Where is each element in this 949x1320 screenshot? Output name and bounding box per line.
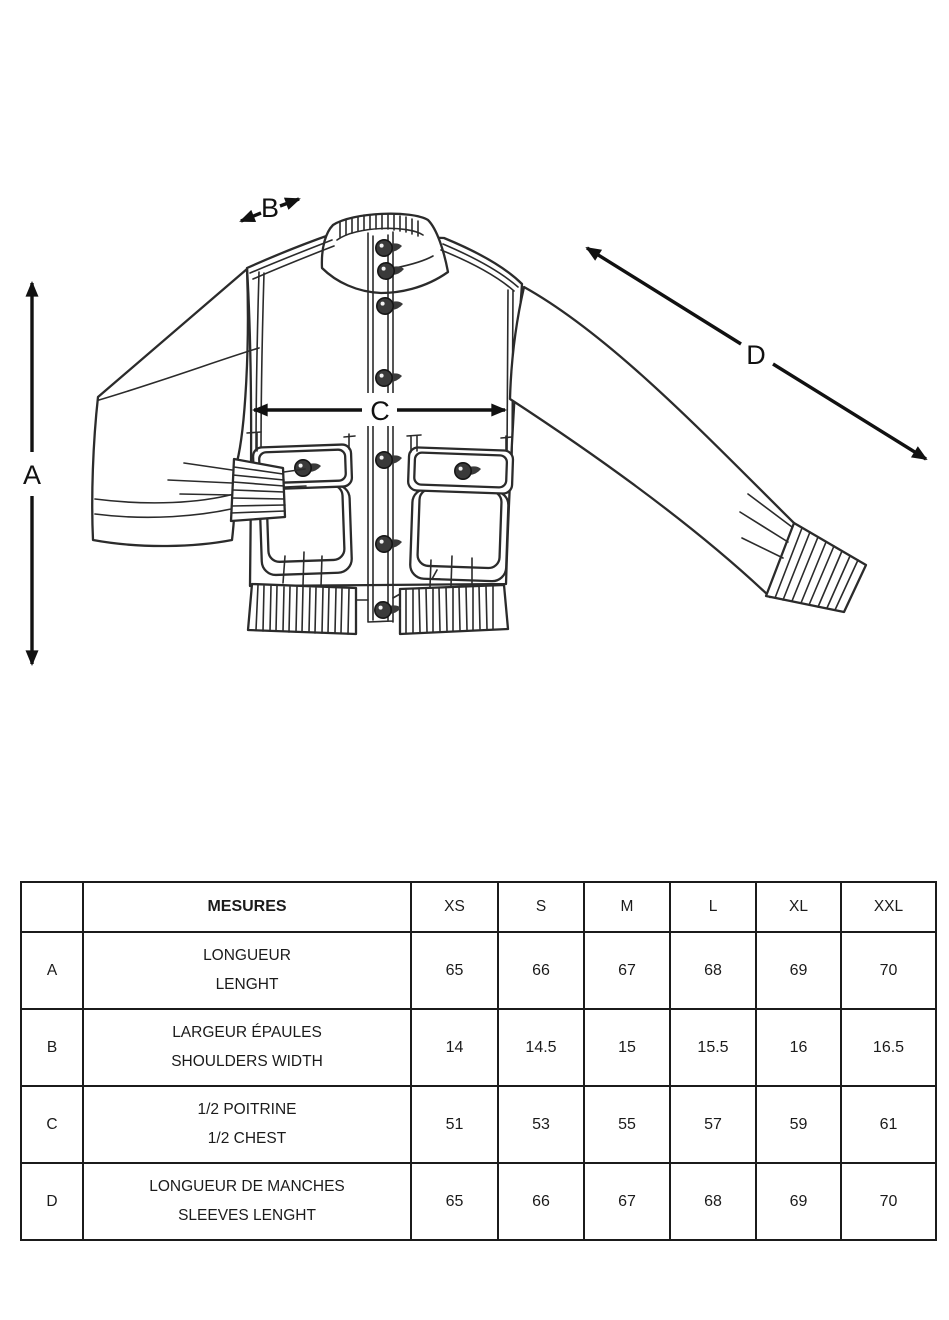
measure-label-c: C [370, 396, 390, 426]
measure-label-fr: LONGUEUR DE MANCHES [149, 1177, 345, 1195]
measure-label-a: A [22, 460, 42, 490]
size-value: 14.5 [498, 1009, 584, 1086]
size-value: 65 [411, 1163, 498, 1240]
measure-label-d: D [746, 340, 766, 370]
measure-label [83, 1086, 411, 1163]
row-letter: C [21, 1086, 83, 1163]
measure-label-en: 1/2 CHEST [207, 1129, 287, 1147]
measure-label-en: LENGHT [215, 975, 279, 993]
size-header-s: S [498, 882, 584, 932]
measure-label-fr: 1/2 POITRINE [197, 1100, 297, 1118]
size-value: 70 [841, 1163, 936, 1240]
hem-ribbing-right [400, 585, 508, 634]
hem-ribbing-left [248, 584, 356, 634]
row-letter: B [21, 1009, 83, 1086]
size-value: 57 [670, 1086, 756, 1163]
size-header-xxl: XXL [841, 882, 936, 932]
table-row-a [21, 932, 936, 1009]
table-row-d [21, 1163, 936, 1240]
row-letter: D [21, 1163, 83, 1240]
size-value: 69 [756, 932, 841, 1009]
size-value: 15.5 [670, 1009, 756, 1086]
size-value: 51 [411, 1086, 498, 1163]
measure-label-fr: LONGUEUR [203, 946, 291, 964]
size-value: 65 [411, 932, 498, 1009]
size-value: 66 [498, 1163, 584, 1240]
size-value: 66 [498, 932, 584, 1009]
corner-cell [21, 882, 83, 932]
size-value: 59 [756, 1086, 841, 1163]
size-value: 69 [756, 1163, 841, 1240]
size-header-xs: XS [411, 882, 498, 932]
measure-label [83, 1163, 411, 1240]
size-value: 68 [670, 1163, 756, 1240]
row-letter: A [21, 932, 83, 1009]
header-row [21, 882, 936, 932]
measure-label-en: SHOULDERS WIDTH [171, 1052, 323, 1070]
size-chart-table [20, 881, 937, 1241]
size-value: 16.5 [841, 1009, 936, 1086]
size-value: 67 [584, 932, 670, 1009]
size-value: 14 [411, 1009, 498, 1086]
size-header-m: M [584, 882, 670, 932]
measure-label [83, 1009, 411, 1086]
size-value: 53 [498, 1086, 584, 1163]
table-row-c [21, 1086, 936, 1163]
size-value: 16 [756, 1009, 841, 1086]
measures-header: MESURES [83, 882, 411, 932]
size-header-l: L [670, 882, 756, 932]
size-value: 61 [841, 1086, 936, 1163]
measure-label-fr: LARGEUR ÉPAULES [172, 1023, 322, 1041]
size-value: 15 [584, 1009, 670, 1086]
size-value: 55 [584, 1086, 670, 1163]
left-sleeve [92, 269, 248, 546]
measure-label-en: SLEEVES LENGHT [178, 1206, 316, 1224]
size-value: 70 [841, 932, 936, 1009]
right-sleeve [510, 287, 797, 597]
size-value: 67 [584, 1163, 670, 1240]
measure-label [83, 932, 411, 1009]
measure-label-b: B [260, 193, 280, 223]
table-row-b [21, 1009, 936, 1086]
size-value: 68 [670, 932, 756, 1009]
size-header-xl: XL [756, 882, 841, 932]
